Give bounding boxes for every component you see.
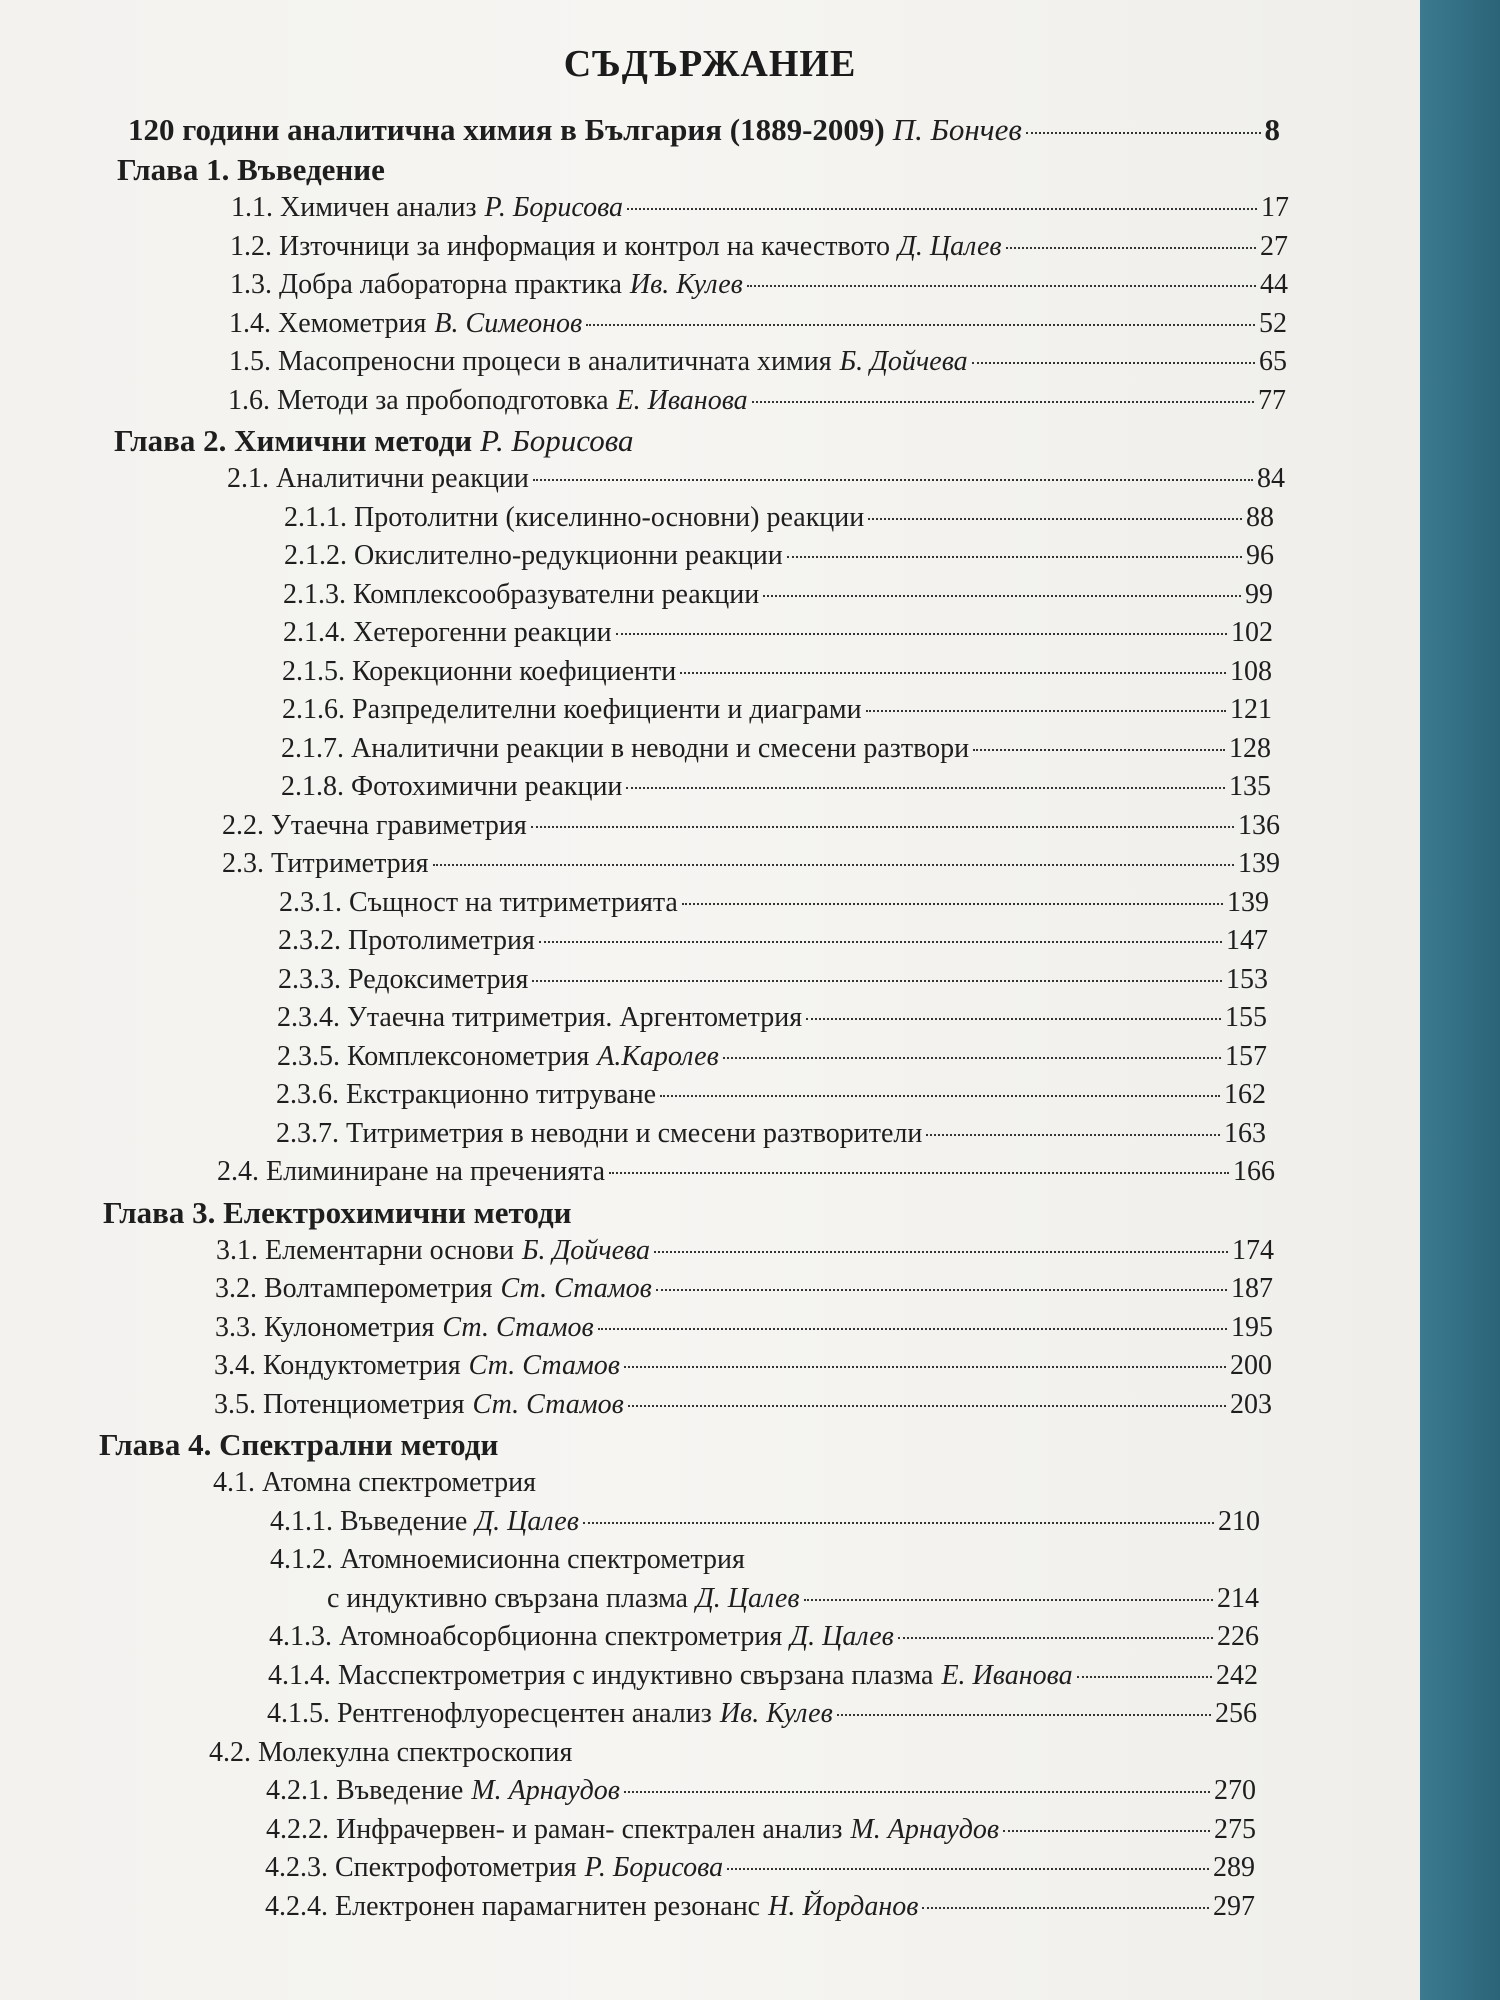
toc-entry-number: 4.1.5. [267,1698,330,1729]
toc-entry [0,1467,1271,1506]
toc-entry-text: Волтамперометрия [264,1273,493,1304]
toc-leader-dots [624,1366,1226,1368]
toc-leader-dots [656,1289,1227,1291]
toc-entry [0,1350,1272,1389]
toc-entry-number: 4.2. [209,1736,251,1768]
toc-page-number: 147 [1226,925,1268,956]
toc-entry-author: М. Арнаудов [471,1775,620,1806]
toc-entry-text: Спектрофотометрия [335,1852,577,1883]
toc-entry-author: Р. Борисова [480,423,634,458]
toc-entry-author: Р. Борисова [484,192,624,223]
toc-entry-title [231,192,477,224]
toc-entry-author: Д. Цалев [695,1582,800,1614]
toc-entry-text: Титриметрия [271,848,429,879]
toc-entry [0,231,1288,270]
toc-entry [0,502,1274,541]
toc-page-number: 84 [1257,463,1285,494]
toc-page-number: 157 [1225,1040,1267,1072]
toc-entry-title [279,887,678,919]
toc-entry [0,112,1280,152]
toc-leader-dots [898,1637,1213,1639]
page-title: СЪДЪРЖАНИЕ [563,43,857,85]
toc-leader-dots [922,1907,1209,1909]
toc-entry-text: Окислително-редукционни реакции [354,540,783,571]
toc-entry-title [282,694,862,726]
toc-entry-number: 2.3.3. [278,963,341,995]
toc-entry-author: Ив. Кулев [719,1698,833,1729]
toc-page-number: 297 [1213,1890,1255,1922]
toc-entry-author: А.Каролев [597,1040,719,1072]
toc-entry-text: Добра лабораторна практика [279,269,622,300]
toc-entry [0,1235,1274,1274]
toc-entry-title [114,423,472,459]
toc-page-number: 17 [1261,192,1289,223]
toc-entry-title [230,231,890,263]
toc-entry-text: Електронен парамагнитен резонанс [335,1890,761,1922]
toc-entry-text: Фотохимични реакции [351,771,623,802]
toc-page-number: 166 [1233,1156,1275,1187]
toc-page-number: 242 [1216,1659,1258,1691]
toc-page-number: 135 [1229,771,1271,802]
toc-entry-text: Химичен анализ [280,192,477,223]
toc-page-number: 174 [1232,1234,1274,1266]
toc-leader-dots [586,324,1255,326]
toc-entry [0,1312,1273,1351]
toc-page-number: 121 [1230,694,1272,725]
toc-entry-number: 2.1.3. [283,578,346,610]
toc-page-number: 136 [1238,809,1280,841]
toc-entry-title [228,385,609,417]
toc-entry [0,848,1280,887]
toc-entry [0,1195,1265,1235]
toc-entry-author: Ст. Стамов [468,1350,620,1381]
toc-entry-title [103,1195,572,1231]
toc-leader-dots [747,285,1256,287]
toc-entry-author: Е. Иванова [616,384,748,416]
toc-leader-dots [627,208,1257,210]
toc-entry-text: Хемометрия [278,307,427,339]
toc-entry-number: 3.4. [214,1350,256,1381]
toc-entry [0,1660,1258,1699]
toc-entry-text: Кондуктометрия [263,1350,461,1381]
toc-leader-dots [660,1095,1220,1097]
toc-entry-text: Хетерогенни реакции [353,617,612,648]
toc-entry-title [229,308,426,340]
toc-leader-dots [1006,247,1256,249]
toc-leader-dots [654,1251,1228,1253]
toc-entry-text: Елементарни основи [265,1234,514,1266]
toc-entry [0,925,1268,964]
toc-page-number: 77 [1258,384,1286,416]
toc-entry-text: Атомноабсорбционна спектрометрия [339,1621,783,1652]
toc-leader-dots [804,1599,1213,1601]
toc-entry-text: Утаечна гравиметрия [271,809,527,841]
toc-entry [0,1621,1259,1660]
toc-page-number: 256 [1215,1698,1257,1729]
toc-entry [0,540,1274,579]
toc-leader-dots [616,633,1227,635]
toc-entry-title [278,925,535,957]
toc-entry-text: Същност на титриметрията [349,886,678,918]
toc-page-number: 128 [1229,732,1271,764]
toc-entry [0,656,1272,695]
toc-leader-dots [539,941,1222,943]
toc-entry [0,1427,1261,1467]
toc-page-number: 163 [1224,1117,1266,1149]
toc-entry-title [227,463,529,495]
toc-leader-dots [973,749,1225,751]
toc-entry-text: Титриметрия в неводни и смесени разтворители [346,1117,923,1149]
toc-entry-text: Глава 2. Химични методи [114,423,473,458]
toc-entry-text: 120 години аналитична химия в България (1889-2009) [128,112,885,147]
toc-leader-dots [837,1714,1211,1716]
book-cover-edge [1420,0,1500,2000]
toc-entry-number: 2.3.5. [277,1040,340,1072]
toc-entry-text: Глава 1. Въведение [117,152,385,187]
toc-entry-author: Ив. Кулев [629,269,743,300]
toc-leader-dots [628,1405,1226,1407]
toc-entry-title [265,1891,760,1923]
toc-entry-title [269,1621,782,1653]
toc-page-number: 102 [1231,617,1273,648]
toc-entry-title [283,579,759,611]
toc-entry [0,1698,1257,1737]
toc-entry-author: Ст. Стамов [500,1273,652,1304]
toc-entry-number: 4.1.3. [269,1621,332,1652]
toc-entry-text: Елиминиране на преченията [266,1156,606,1187]
toc-entry-number: 2.4. [217,1156,259,1187]
toc-entry [0,579,1273,618]
toc-entry [0,152,1279,192]
toc-leader-dots [533,479,1253,481]
toc-entry-title [270,1544,745,1576]
toc-page-number: 88 [1246,501,1274,533]
toc-entry [0,346,1287,385]
toc-entry [0,887,1269,926]
toc-entry-number: 2.1. [227,463,269,494]
toc-page-number: 210 [1218,1505,1260,1537]
toc-entry-author: Д. Цалев [898,230,1002,262]
toc-entry-number: 4.1.1. [270,1505,333,1537]
toc-entry-text: Комплексообразувателни реакции [353,578,760,610]
toc-entry [0,617,1273,656]
toc-entry-text: Протолитни (киселинно-основни) реакции [354,501,865,533]
toc-page-number: 139 [1238,848,1280,879]
toc-leader-dots [727,1868,1209,1870]
toc-entry-title [266,1814,842,1846]
toc-leader-dots [1077,1676,1212,1678]
toc-entry-title [214,1389,465,1421]
toc-entry-title [268,1660,933,1692]
toc-entry-title [284,502,864,534]
toc-entry-number: 2.3.4. [277,1002,340,1033]
toc-leader-dots [433,864,1234,866]
toc-page-number: 226 [1217,1621,1259,1652]
toc-entry-number: 2.3. [222,848,264,879]
toc-entry [0,771,1271,810]
toc-entry-text: Глава 4. Спектрални методи [99,1427,499,1462]
toc-entry-author: Б. Дойчева [521,1234,651,1266]
toc-entry-text: Потенциометрия [263,1388,465,1420]
toc-entry [0,1002,1267,1041]
toc-leader-dots [763,595,1241,597]
toc-entry-title [213,1467,536,1499]
toc-entry-text: Комплексонометрия [347,1040,590,1072]
toc-leader-dots [598,1328,1227,1330]
toc-leader-dots [972,362,1255,364]
toc-entry-title [267,1698,712,1730]
toc-entry-text: Атомна спектрометрия [262,1467,536,1498]
toc-entry-text: Глава 3. Електрохимични методи [103,1194,572,1230]
toc-leader-dots [682,903,1223,905]
toc-entry-title [276,1079,656,1111]
toc-entry-title [215,1312,434,1344]
toc-entry-number: 2.1.5. [282,655,345,687]
toc-entry-number: 2.1.1. [284,501,347,533]
toc-entry [0,964,1268,1003]
toc-entry-text: Методи за пробоподготовка [277,384,609,416]
toc-entry [0,385,1286,424]
toc-page-number: 289 [1213,1852,1255,1883]
toc-entry-number: 1.4. [229,307,271,339]
toc-entry-number: 4.1. [213,1467,255,1498]
toc-entry-text: Разпределителни коефициенти и диаграми [352,694,862,725]
toc-page-number: 200 [1230,1350,1272,1381]
toc-entry-author: М. Арнаудов [850,1813,1000,1845]
toc-leader-dots [806,1018,1221,1020]
toc-leader-dots [626,787,1225,789]
toc-entry [0,1814,1256,1853]
toc-page-number: 275 [1214,1813,1256,1845]
toc-entry-title [215,1273,492,1305]
toc-entry-title [99,1427,498,1463]
toc-entry-number: 2.1.8. [281,771,344,802]
toc-entry-number: 2.3.7. [276,1117,339,1149]
toc-entry-author: Д. Цалев [475,1505,579,1537]
toc-entry-title [222,848,429,880]
toc-entry-author: Б. Дойчева [839,346,968,377]
toc-leader-dots [531,826,1234,828]
toc-leader-dots [680,672,1226,674]
toc-entry-author: Н. Йорданов [768,1890,919,1922]
toc-entry-text: Рентгенофлуоресцентен анализ [337,1698,712,1729]
toc-entry-text: Аналитични реакции [276,463,529,494]
toc-leader-dots [624,1791,1210,1793]
toc-entry [0,192,1289,231]
toc-entry-author: Ст. Стамов [472,1388,624,1420]
toc-entry-number: 1.6. [228,384,270,416]
toc-entry-number: 2.1.4. [283,617,346,648]
toc-entry-text: Въведение [336,1775,464,1806]
toc-entry-title [209,1737,572,1769]
toc-entry-title [265,1852,577,1884]
toc-page-number: 214 [1217,1582,1259,1614]
toc-entry-number: 2.2. [222,809,264,841]
toc-entry-title [222,810,527,842]
toc-entry [0,269,1288,308]
toc-page-number: 155 [1225,1002,1267,1033]
toc-entry-title [117,152,385,188]
toc-entry [0,1506,1260,1545]
toc-leader-dots [868,518,1242,520]
toc-entry [0,733,1271,772]
toc-leader-dots [609,1172,1229,1174]
toc-entry-text: Протолиметрия [348,925,535,956]
toc-entry-title [327,1583,688,1615]
toc-entry-number: 1.1. [231,192,273,223]
toc-entry [0,1852,1255,1891]
toc-page-number: 52 [1259,307,1287,339]
toc-entry-title [283,617,612,649]
toc-page-number: 162 [1224,1079,1266,1110]
toc-page-number: 195 [1231,1311,1273,1343]
toc-entry-title [284,540,783,572]
toc-entry-title [230,269,622,301]
toc-page-number: 27 [1260,230,1288,262]
toc-entry [0,1583,1259,1622]
toc-entry-title [276,1118,922,1150]
toc-entry-number: 3.2. [215,1273,257,1304]
toc-entry [0,1737,1267,1776]
toc-entry-author: Ст. Стамов [442,1311,594,1343]
toc-entry-title [278,964,528,996]
toc-leader-dots [787,556,1242,558]
toc-entry-author: В. Симеонов [434,307,583,339]
toc-entry-number: 2.1.2. [284,540,347,571]
toc-entry-author: Р. Борисова [584,1852,724,1883]
toc-page-number: 96 [1246,540,1274,571]
toc-entry-text: Кулонометрия [264,1311,435,1343]
toc-entry-title [217,1156,605,1188]
toc-leader-dots [532,980,1222,982]
toc-entry-title [277,1002,802,1034]
toc-entry-title [266,1775,463,1807]
toc-entry [0,308,1287,347]
toc-entry-text: Аналитични реакции в неводни и смесени разтвори [351,732,970,764]
toc-entry [0,1891,1255,1930]
toc-entry [0,1079,1266,1118]
toc-leader-dots [583,1522,1214,1524]
toc-entry-number: 4.1.4. [268,1659,331,1691]
toc-entry-number: 4.2.1. [266,1775,329,1806]
toc-page-number: 270 [1214,1775,1256,1806]
toc-page-number: 99 [1245,578,1273,610]
toc-entry-number: 4.1.2. [270,1544,333,1575]
toc-entry [0,1544,1260,1583]
toc-entry-title [216,1235,514,1267]
toc-entry-number: 3.5. [214,1388,256,1420]
toc-entry-text: с индуктивно свързана плазма [327,1582,688,1614]
toc-entry-number: 2.3.2. [278,925,341,956]
toc-page-number: 8 [1264,112,1280,147]
toc-entry-text: Корекционни коефициенти [352,655,677,687]
toc-entry-title [282,656,676,688]
toc-entry [0,810,1280,849]
table-of-contents [0,112,1420,1929]
toc-leader-dots [1026,132,1261,134]
toc-entry-text: Въведение [340,1505,468,1537]
toc-entry [0,1118,1266,1157]
toc-entry [0,694,1272,733]
toc-leader-dots [723,1057,1221,1059]
toc-entry-text: Утаечна титриметрия. Аргентометрия [347,1002,803,1033]
toc-page-number: 139 [1227,886,1269,918]
toc-entry-number: 2.1.6. [282,694,345,725]
toc-entry [0,1156,1275,1195]
toc-entry-title [270,1506,467,1538]
toc-entry-text: Инфрачервен- и раман- спектрален анализ [336,1813,843,1845]
toc-entry-number: 4.2.2. [266,1813,329,1845]
toc-entry-number: 4.2.4. [265,1890,328,1922]
toc-entry-number: 2.3.6. [276,1079,339,1110]
toc-entry [0,423,1276,463]
toc-entry-number: 4.2.3. [265,1852,328,1883]
toc-leader-dots [1003,1830,1210,1832]
toc-entry-title [281,733,969,765]
toc-entry-title [277,1041,589,1073]
toc-entry-number: 1.3. [230,269,272,300]
toc-entry-author: Е. Иванова [941,1659,1073,1691]
toc-page-number: 203 [1230,1388,1272,1420]
toc-entry [0,463,1285,502]
toc-entry-text: Атомноемисионна спектрометрия [340,1544,745,1575]
toc-entry-title [281,771,622,803]
toc-page-number: 65 [1259,346,1287,377]
toc-entry-title [214,1350,461,1382]
toc-page-number: 44 [1260,269,1288,300]
toc-page-number: 187 [1231,1273,1273,1304]
toc-entry-text: Източници за информация и контрол на качеството [279,230,891,262]
toc-entry-title [229,346,832,378]
toc-entry-number: 1.5. [229,346,271,377]
toc-entry-title [128,112,885,148]
toc-entry-text: Масопреносни процеси в аналитичната химия [278,346,832,377]
toc-entry-number: 1.2. [230,230,272,262]
toc-entry-author: Д. Цалев [790,1621,894,1652]
toc-entry-text: Молекулна спектроскопия [258,1736,573,1768]
toc-leader-dots [926,1134,1220,1136]
toc-entry-text: Редоксиметрия [348,963,529,995]
toc-entry [0,1041,1267,1080]
toc-page-number: 108 [1230,655,1272,687]
toc-entry-text: Масспектрометрия с индуктивно свързана плазма [338,1659,934,1691]
toc-page-number: 153 [1226,963,1268,995]
toc-leader-dots [752,401,1254,403]
toc-entry [0,1775,1256,1814]
toc-entry-number: 3.3. [215,1311,257,1343]
toc-entry-number: 2.3.1. [279,886,342,918]
toc-entry-number: 3.1. [216,1234,258,1266]
toc-leader-dots [866,710,1226,712]
toc-entry-text: Екстракционно титруване [346,1079,657,1110]
toc-entry [0,1273,1273,1312]
toc-entry [0,1389,1272,1428]
toc-entry-author: П. Бончев [892,112,1022,147]
toc-entry-number: 2.1.7. [281,732,344,764]
